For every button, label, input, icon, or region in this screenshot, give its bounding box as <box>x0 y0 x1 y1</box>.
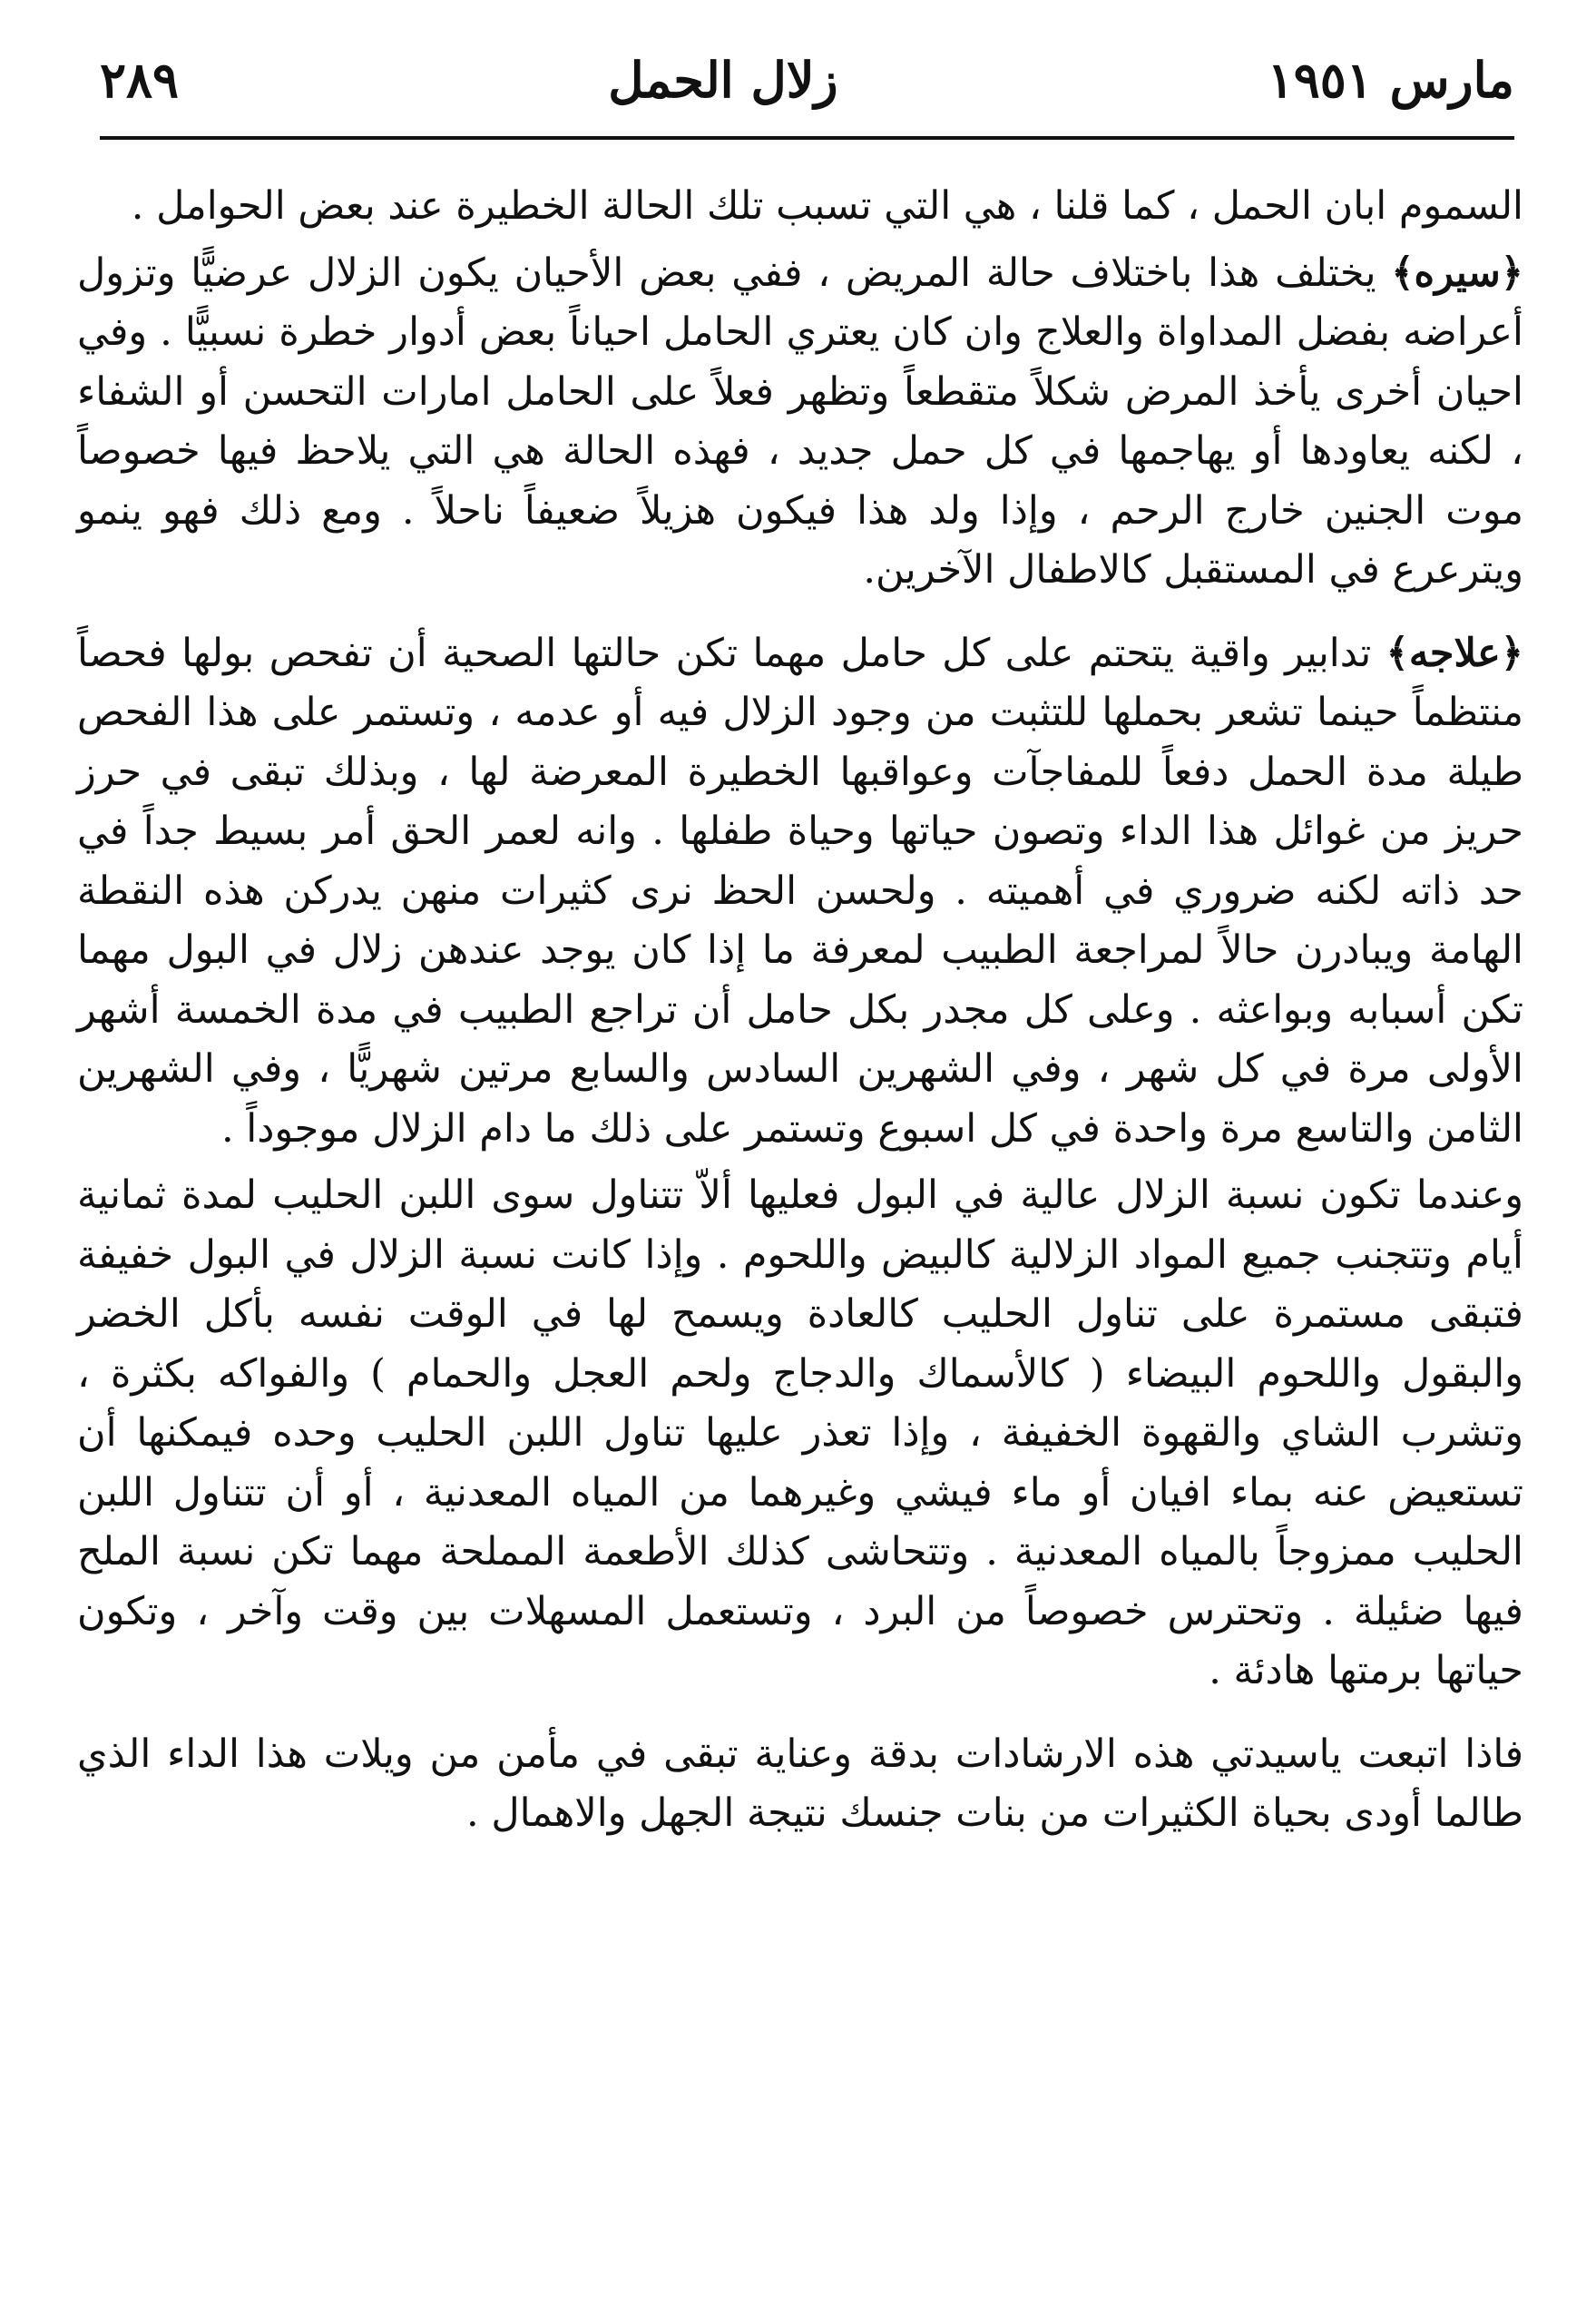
paragraph-2-text: يختلف هذا باختلاف حالة المريض ، ففي بعض الأحيان يكون الزلال عرضيًّا وتزول أعراضه بفضل المداواة والعلاج وان كان يعتري الحامل احياناً بعض أدوار خطرة نسبيًّا . وفي احيان أخرى يأخذ المرض شكلاً متقطعاً وتظهر فعلاً على الحامل امارات التحسن أو الشفاء ، لكنه يعاودها أو يهاجمها في كل حمل جديد ، فهذه الحالة هي التي يلاحظ فيها خصوصاً موت الجنين خارج الرحم ، وإذا ولد هذا فيكون هزيلاً ضعيفاً ناحلاً . ومع ذلك فهو ينمو ويترعرع في المستقبل كالاطفال الآخرين. <box>77 250 1523 593</box>
header-title: زلال الحمل <box>608 51 838 109</box>
paragraph-3-text: تدابير واقية يتحتم على كل حامل مهما تكن حالتها الصحية أن تفحص بولها فحصاً منتظماً حينما تشعر بحملها للتثبت من وجود الزلال فيه أو عدمه ، وتستمر على هذا الفحص طيلة مدة الحمل دفعاً للمفاجآت وعواقبها الخطيرة المعرضة لها ، وبذلك تبقى في حرز حريز من غوائل هذا الداء وتصون حياتها وحياة طفلها . وانه لعمر الحق أمر بسيط جداً في حد ذاته لكنه ضروري في أهميته . ولحسن الحظ نرى كثيرات منهن يدركن هذه النقطة الهامة ويبادرن حالاً لمراجعة الطبيب لمعرفة ما إذا كان يوجد عندهن زلال في البول مهما تكن أسبابه وبواعثه . وعلى كل مجدر بكل حامل أن تراجع الطبيب في مدة الخمسة أشهر الأولى مرة في كل شهر ، وفي الشهرين السادس والسابع مرتين شهريًّا ، وفي الشهرين الثامن والتاسع مرة واحدة في كل اسبوع وتستمر على ذلك ما دام الزلال موجوداً . <box>77 630 1523 1152</box>
paragraph-5-text: فاذا اتبعت ياسيدتي هذه الارشادات بدقة وعناية تبقى في مأمن من ويلات هذا الداء الذي طالما أودى بحياة الكثيرات من بنات جنسك نتيجة الجهل والاهمال . <box>77 1731 1523 1836</box>
article-body <box>77 177 1523 2251</box>
paragraph-5-conclusion <box>77 1725 1523 1844</box>
paragraph-1-text: السموم ابان الحمل ، كما قلنا ، هي التي تسبب تلك الحالة الخطيرة عند بعض الحوامل . <box>131 183 1523 229</box>
page-header <box>100 44 1514 116</box>
paragraph-2-progression <box>77 244 1523 601</box>
paragraph-1 <box>77 177 1523 237</box>
paragraph-4-text: وعندما تكون نسبة الزلال عالية في البول فعليها ألاّ تتناول سوى اللبن الحليب لمدة ثمانية أيام وتتجنب جميع المواد الزلالية كالبيض واللحوم . وإذا كانت نسبة الزلال في البول خفيفة فتبقى مستمرة على تناول الحليب كالعادة ويسمح لها في الوقت نفسه بأكل الخضر والبقول واللحوم البيضاء ( كالأسماك والدجاج ولحم العجل والحمام ) والفواكه بكثرة ، وتشرب الشاي والقهوة الخفيفة ، وإذا تعذر عليها تناول اللبن الحليب وحده فيمكنها أن تستعيض عنه بماء افيان أو ماء فيشي وغيرهما من المياه المعدنية ، أو أن تتناول اللبن الحليب ممزوجاً بالمياه المعدنية . وتتحاشى كذلك الأطعمة المملحة مهما تكن نسبة الملح فيها ضئيلة . وتحترس خصوصاً من البرد ، وتستعمل المسهلات بين وقت وآخر ، وتكون حياتها برمتها هادئة . <box>77 1172 1523 1693</box>
header-divider <box>100 136 1514 140</box>
paragraph-4-diet <box>77 1166 1523 1702</box>
paragraph-3-treatment <box>77 624 1523 1160</box>
header-date: مارس ١٩٥١ <box>1267 51 1514 109</box>
section-heading-treatment: ﴿علاجه﴾ <box>1385 630 1523 676</box>
page-number: ٢٨٩ <box>100 51 180 109</box>
section-heading-progression: ﴿سيره﴾ <box>1391 250 1523 296</box>
